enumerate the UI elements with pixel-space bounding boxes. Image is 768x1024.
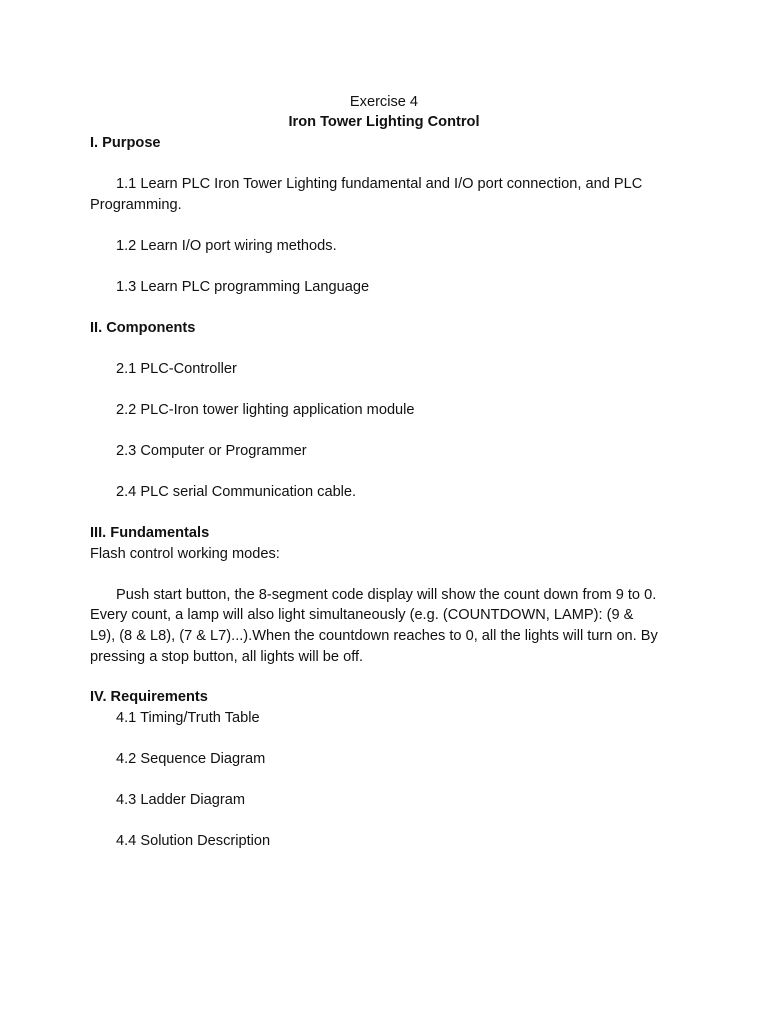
fundamentals-paragraph-line-3: L9), (8 & L8), (7 & L7)...).When the countdown reaches to 0, all the lights will turn on. By: [90, 628, 658, 644]
section-heading-purpose: I. Purpose: [90, 135, 161, 151]
document-subtitle: Iron Tower Lighting Control: [288, 114, 480, 130]
purpose-item-3: 1.3 Learn PLC programming Language: [116, 279, 370, 295]
purpose-item-1-line2: Programming.: [90, 197, 182, 213]
fundamentals-paragraph-line-2: Every count, a lamp will also light simultaneously (e.g. (COUNTDOWN, LAMP): (9 &: [90, 607, 634, 623]
purpose-item-2: 1.2 Learn I/O port wiring methods.: [116, 238, 337, 254]
component-item-1: 2.1 PLC-Controller: [116, 361, 237, 377]
document-title: Exercise 4: [349, 94, 419, 110]
purpose-item-1-line1: 1.1 Learn PLC Iron Tower Lighting fundamental and I/O port connection, and PLC: [116, 176, 643, 192]
requirement-item-4: 4.4 Solution Description: [116, 833, 271, 849]
component-item-2: 2.2 PLC-Iron tower lighting application module: [116, 402, 415, 418]
component-item-3: 2.3 Computer or Programmer: [116, 443, 307, 459]
section-heading-fundamentals: III. Fundamentals: [90, 525, 210, 541]
section-heading-components: II. Components: [90, 320, 196, 336]
component-item-4: 2.4 PLC serial Communication cable.: [116, 484, 357, 500]
requirement-item-2: 4.2 Sequence Diagram: [116, 751, 266, 767]
section-heading-requirements: IV. Requirements: [90, 689, 208, 705]
fundamentals-paragraph-line-1: Push start button, the 8-segment code display will show the count down from 9 to 0.: [116, 587, 657, 603]
requirement-item-3: 4.3 Ladder Diagram: [116, 792, 245, 808]
fundamentals-intro: Flash control working modes:: [90, 546, 280, 562]
requirement-item-1: 4.1 Timing/Truth Table: [116, 710, 260, 726]
fundamentals-paragraph-line-4: pressing a stop button, all lights will be off.: [90, 649, 364, 665]
